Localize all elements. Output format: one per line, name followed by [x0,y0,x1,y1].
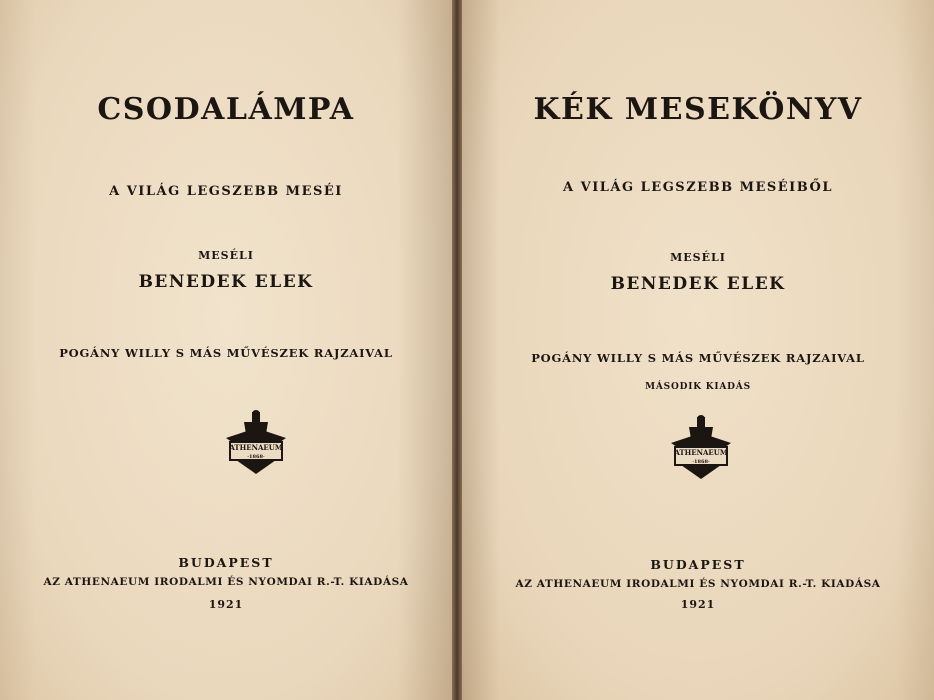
right-illustrators: POGÁNY WILLY S MÁS MŰVÉSZEK RAJZAIVAL [531,351,865,365]
left-emblem-year: ·1868· [247,454,265,460]
book-gutter [452,0,462,700]
left-emblem-name: ATHENAEUM [229,443,283,452]
athenaeum-emblem-icon [222,408,290,476]
right-subtitle: A VILÁG LEGSZEBB MESÉIBŐL [563,180,833,195]
right-book-title: KÉK MESEKÖNYV [533,92,863,127]
right-narrated-label: MESÉLI [670,251,726,264]
left-author: BENEDEK ELEK [138,272,314,292]
right-edition: MÁSODIK KIADÁS [645,382,751,392]
right-title-page [462,0,934,700]
left-subtitle: A VILÁG LEGSZEBB MESÉI [109,184,343,199]
left-title-page [0,0,452,700]
right-city: BUDAPEST [650,557,746,572]
right-publisher: AZ ATHENAEUM IRODALMI ÉS NYOMDAI R.-T. KIADÁSA [515,578,881,590]
left-city: BUDAPEST [178,555,274,570]
right-year: 1921 [680,598,716,611]
right-emblem-year: ·1868· [692,459,710,465]
left-illustrators: POGÁNY WILLY S MÁS MŰVÉSZEK RAJZAIVAL [59,346,393,360]
left-year: 1921 [208,598,244,611]
left-publisher: AZ ATHENAEUM IRODALMI ÉS NYOMDAI R.-T. KIADÁSA [43,576,409,588]
right-emblem-name: ATHENAEUM [674,448,728,457]
right-author: BENEDEK ELEK [610,274,786,294]
left-book-title: CSODALÁMPA [97,92,355,127]
athenaeum-emblem-icon [667,413,735,481]
left-narrated-label: MESÉLI [198,249,254,262]
